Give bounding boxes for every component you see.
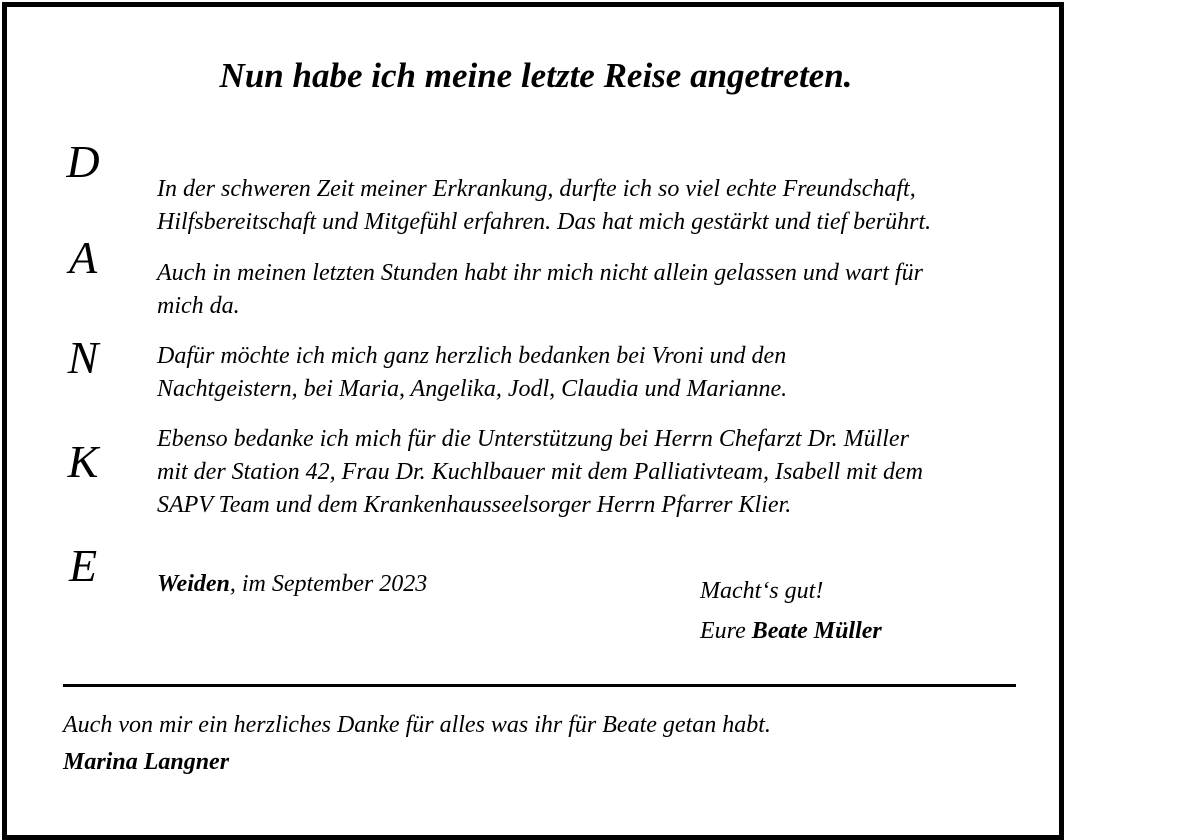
- place-name: Weiden: [157, 571, 230, 597]
- vertical-letter-d: D: [66, 136, 100, 187]
- notice-heading: Nun habe ich meine letzte Reise angetreten.: [219, 56, 853, 95]
- thanks-paragraph-2: [157, 257, 1037, 323]
- paragraph-line: mich da.: [157, 293, 240, 319]
- addendum-signature: [63, 744, 771, 781]
- paragraph-line: SAPV Team und dem Krankenhausseelsorger Herrn Pfarrer Klier.: [157, 492, 792, 518]
- paragraph-line: In der schweren Zeit meiner Erkrankung, durfte ich so viel echte Freundschaft,: [157, 176, 916, 202]
- signoff-signature: [700, 611, 882, 651]
- paragraph-line: Auch in meinen letzten Stunden habt ihr mich nicht allein gelassen und wart für: [157, 260, 923, 286]
- date-text: , im September 2023: [229, 571, 428, 597]
- addendum-text: Auch von mir ein herzliches Danke für alles was ihr für Beate getan habt.: [63, 712, 771, 738]
- paragraph-line: Dafür möchte ich mich ganz herzlich bedanken bei Vroni und den: [157, 343, 787, 369]
- vertical-letter-n: N: [67, 332, 99, 383]
- paragraph-line: Ebenso bedanke ich mich für die Unterstützung bei Herrn Chefarzt Dr. Müller: [157, 426, 909, 452]
- paragraph-line: Nachtgeistern, bei Maria, Angelika, Jodl, Claudia und Marianne.: [157, 376, 788, 402]
- signoff-name: Beate Müller: [751, 618, 882, 644]
- addendum: [63, 707, 771, 781]
- thanks-paragraph-4: [157, 423, 1037, 522]
- signoff-prefix: Eure: [700, 618, 752, 644]
- thanks-paragraph-3: [157, 340, 1037, 406]
- vertical-letter-e: E: [68, 540, 98, 591]
- paragraph-line: Hilfsbereitschaft und Mitgefühl erfahren. Das hat mich gestärkt und tief berührt.: [157, 209, 932, 235]
- addendum-signature-name: Marina Langner: [63, 749, 230, 775]
- signoff: [700, 571, 882, 651]
- place-date: [157, 571, 427, 598]
- paragraph-line: mit der Station 42, Frau Dr. Kuchlbauer mit dem Palliativteam, Isabell mit dem: [157, 459, 923, 485]
- divider-rule: [63, 684, 1016, 687]
- thanks-paragraph-1: [157, 173, 1037, 239]
- vertical-letter-a: A: [68, 232, 98, 283]
- vertical-letter-k: K: [67, 436, 99, 487]
- signoff-farewell: Macht‘s gut!: [700, 578, 824, 604]
